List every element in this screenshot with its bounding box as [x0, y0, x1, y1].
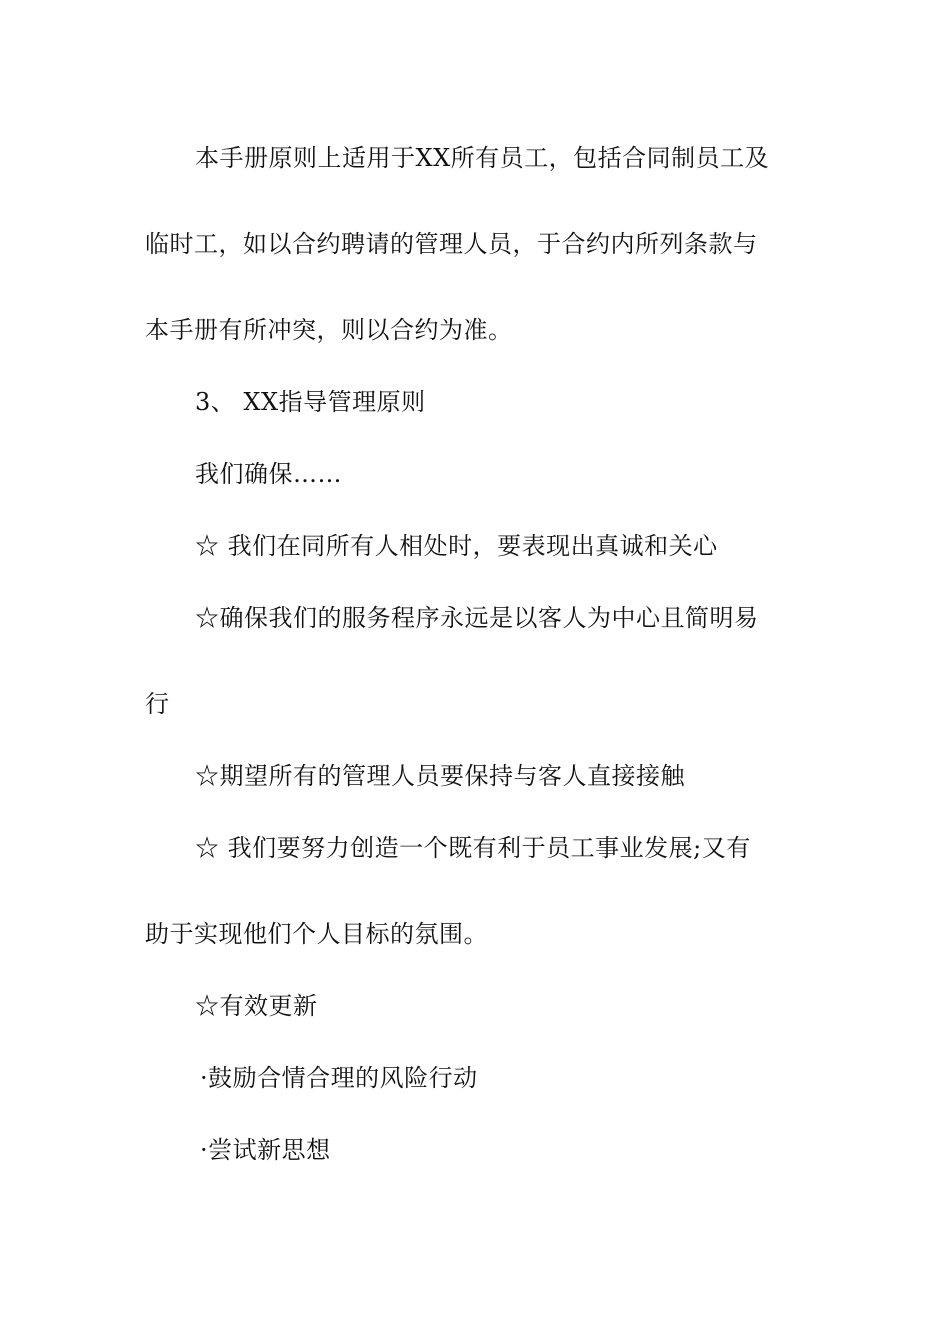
principle-item-2-line-2: 行: [145, 690, 170, 718]
section-heading: 3、 XX指导管理原则: [195, 388, 426, 416]
scope-paragraph-line-1: 本手册原则上适用于XX所有员工，包括合同制员工及: [195, 144, 770, 172]
principle-item-4-line-2: 助于实现他们个人目标的氛围。: [145, 920, 488, 948]
principle-item-4-line-1: ☆ 我们要努力创造一个既有利于员工事业发展;又有: [195, 834, 751, 862]
scope-paragraph-line-2: 临时工，如以合约聘请的管理人员，于合约内所列条款与: [145, 230, 758, 258]
bullet-item-2: ·尝试新思想: [200, 1136, 331, 1164]
principle-item-1: ☆ 我们在同所有人相处时，要表现出真诚和关心: [195, 532, 718, 560]
scope-paragraph-line-3: 本手册有所冲突，则以合约为准。: [145, 316, 513, 344]
intro-text: 我们确保……: [195, 460, 342, 488]
principle-item-3: ☆期望所有的管理人员要保持与客人直接接触: [195, 762, 685, 790]
bullet-item-1: ·鼓励合情合理的风险行动: [200, 1064, 478, 1092]
principle-item-5: ☆有效更新: [195, 992, 318, 1020]
principle-item-2-line-1: ☆确保我们的服务程序永远是以客人为中心且简明易: [195, 604, 759, 632]
